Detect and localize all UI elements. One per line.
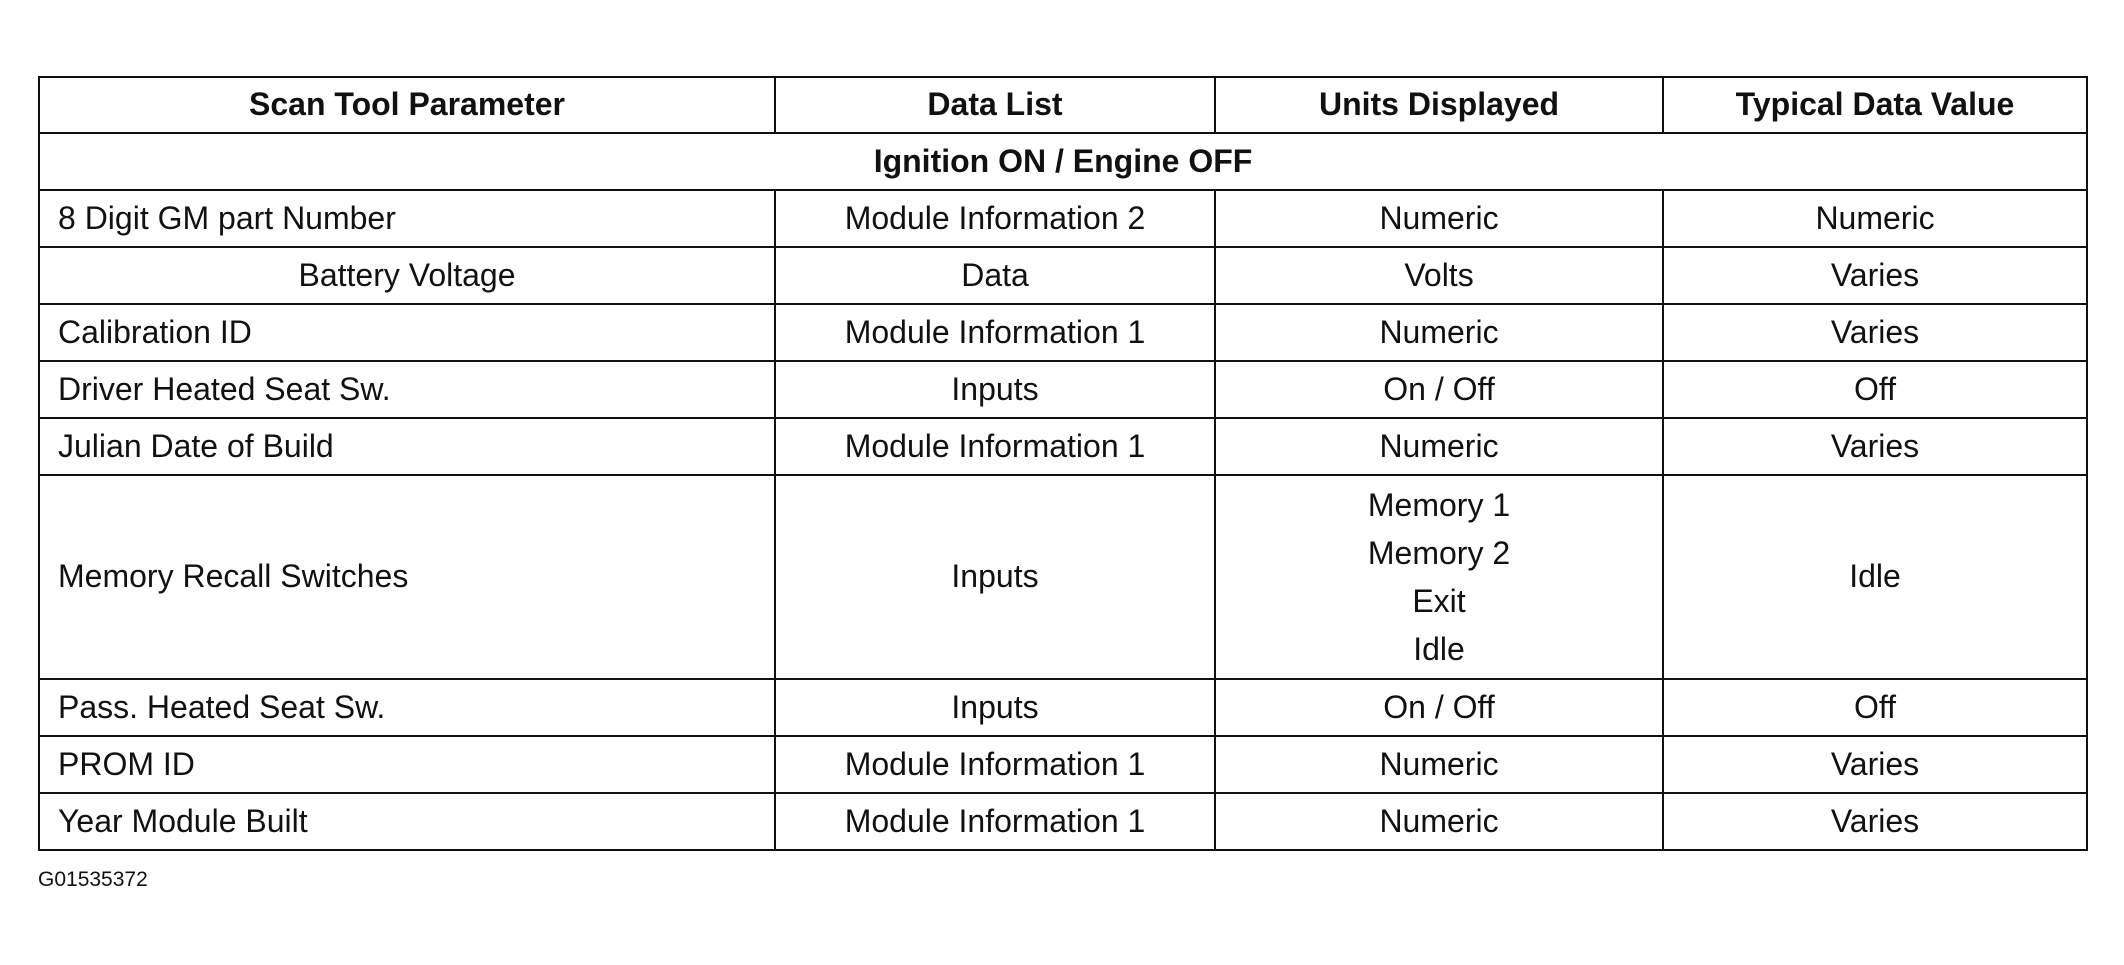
unit-option: Exit	[1412, 583, 1466, 619]
unit-option: Idle	[1413, 631, 1465, 667]
units-cell: On / Off	[1215, 679, 1663, 736]
typical-value-cell: Off	[1663, 679, 2087, 736]
scan-tool-data-table	[38, 76, 2088, 851]
typical-value-cell: Idle	[1663, 475, 2087, 679]
data-list-cell: Module Information 1	[775, 304, 1215, 361]
column-header-data-list: Data List	[775, 77, 1215, 133]
units-cell: Numeric	[1215, 304, 1663, 361]
typical-value-cell: Varies	[1663, 304, 2087, 361]
units-cell: Numeric	[1215, 190, 1663, 247]
table-row	[39, 190, 2087, 247]
table-row	[39, 418, 2087, 475]
table-row	[39, 736, 2087, 793]
data-list-cell: Module Information 1	[775, 736, 1215, 793]
parameter-cell: Memory Recall Switches	[39, 475, 775, 679]
parameter-cell: Calibration ID	[39, 304, 775, 361]
parameter-cell: Pass. Heated Seat Sw.	[39, 679, 775, 736]
data-list-cell: Inputs	[775, 679, 1215, 736]
units-cell: Volts	[1215, 247, 1663, 304]
typical-value-cell: Off	[1663, 361, 2087, 418]
unit-option: Memory 2	[1367, 535, 1511, 571]
parameter-cell: PROM ID	[39, 736, 775, 793]
unit-option: Memory 1	[1367, 487, 1511, 523]
column-header-parameter: Scan Tool Parameter	[39, 77, 775, 133]
units-cell: On / Off	[1215, 361, 1663, 418]
table-header-row	[39, 77, 2087, 133]
units-cell: Numeric	[1215, 418, 1663, 475]
data-list-cell: Module Information 1	[775, 793, 1215, 850]
typical-value-cell: Varies	[1663, 418, 2087, 475]
column-header-units: Units Displayed	[1215, 77, 1663, 133]
units-cell: Numeric	[1215, 736, 1663, 793]
parameter-cell: Battery Voltage	[39, 247, 775, 304]
data-list-cell: Inputs	[775, 475, 1215, 679]
table-row	[39, 361, 2087, 418]
section-row	[39, 133, 2087, 190]
typical-value-cell: Numeric	[1663, 190, 2087, 247]
table-row	[39, 475, 2087, 679]
section-title: Ignition ON / Engine OFF	[39, 133, 2087, 190]
table-row	[39, 304, 2087, 361]
units-cell	[1215, 475, 1663, 679]
table-row	[39, 247, 2087, 304]
column-header-typical-value: Typical Data Value	[1663, 77, 2087, 133]
parameter-cell: Julian Date of Build	[39, 418, 775, 475]
figure-id: G01535372	[38, 868, 148, 891]
data-list-cell: Module Information 1	[775, 418, 1215, 475]
typical-value-cell: Varies	[1663, 736, 2087, 793]
data-list-cell: Inputs	[775, 361, 1215, 418]
table-row	[39, 679, 2087, 736]
typical-value-cell: Varies	[1663, 793, 2087, 850]
data-list-cell: Data	[775, 247, 1215, 304]
units-cell: Numeric	[1215, 793, 1663, 850]
data-list-cell: Module Information 2	[775, 190, 1215, 247]
parameter-cell: Year Module Built	[39, 793, 775, 850]
parameter-cell: Driver Heated Seat Sw.	[39, 361, 775, 418]
typical-value-cell: Varies	[1663, 247, 2087, 304]
table-row	[39, 793, 2087, 850]
parameter-cell: 8 Digit GM part Number	[39, 190, 775, 247]
